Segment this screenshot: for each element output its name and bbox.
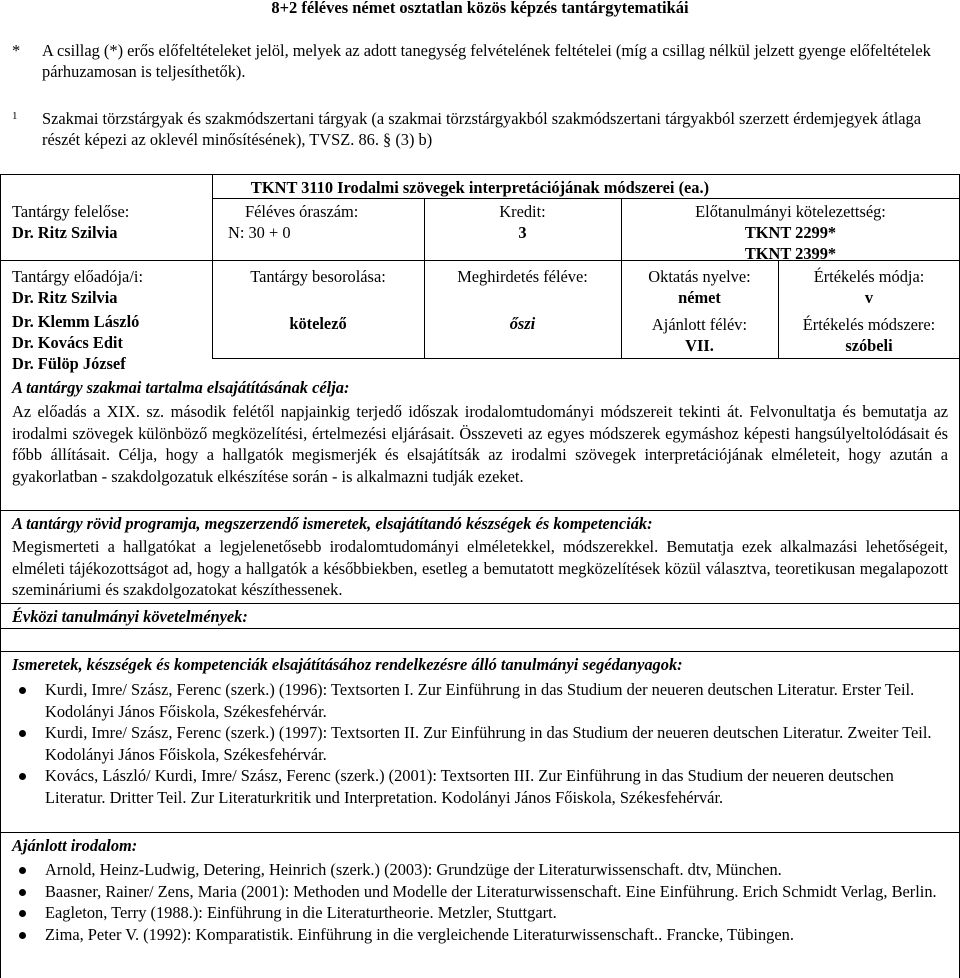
bullet-icon [19, 730, 26, 737]
bullet-icon [19, 773, 26, 780]
list-item [12, 881, 952, 903]
list-item [12, 765, 952, 808]
eval-method-label: Értékelés módszere: [802, 315, 936, 334]
recommended-reading-heading [12, 835, 137, 856]
credit-value: 3 [518, 223, 527, 242]
recommended-reading-heading-text: Ajánlott irodalom: [12, 836, 138, 855]
hours-label: Féléves óraszám: [245, 202, 359, 221]
eval-type-label: Értékelés módja: [813, 267, 925, 286]
goal-text: Az előadás a XIX. sz. második felétől napjainkig terjedő időszak irodalomtudományi módszereit tekinti át. Felvonultatja és bemutatja az irodalmi szövegek különböző megközelítési, értelmezési eljárásait. Összeveti az egyes módszerek egymáshoz képesti hangsúlyeltolódásait és főbb állításait. Célja, hogy a hallgatók megismerjék és elsajátítsák az irodalmi szövegek interpretációjának elméleteit, hogy azután a gyakorlatban - szakdolgozatuk elkészítése során - is alkalmazni tudják ezeket. [12, 402, 948, 486]
classification-label: Tantárgy besorolása: [250, 267, 386, 286]
language-label: Oktatás nyelve: [648, 267, 751, 286]
bullet-icon [19, 687, 26, 694]
requirements-heading: Évközi tanulmányi követelmények: [12, 607, 248, 626]
footnote-mark: * [12, 41, 21, 60]
bullet-icon [19, 889, 26, 896]
prereq-2: TKNT 2399* [744, 244, 837, 263]
lecturer-name: Dr. Fülöp József [12, 354, 126, 373]
lecturer-name: Dr. Kovács Edit [12, 333, 123, 352]
eval-method-value: szóbeli [845, 336, 893, 355]
reference-text: Kurdi, Imre/ Szász, Ferenc (szerk.) (1997): Textsorten II. Zur Einführung in das Studium der neueren deutschen Literatur. Zweiter Teil. Kodolányi János Főiskola, Székesfehérvár. [45, 723, 932, 764]
bullet-icon [19, 867, 26, 874]
divider [0, 628, 960, 629]
language-value: német [678, 288, 721, 307]
goal-heading: A tantárgy szakmai tartalma elsajátításának célja: [12, 378, 350, 397]
eval-type-value: v [864, 288, 874, 307]
divider [0, 510, 960, 511]
reference-text: Arnold, Heinz-Ludwig, Detering, Heinrich (szerk.) (2003): Grundzüge der Literaturwissenschaft. dtv, München. [45, 860, 782, 879]
divider [0, 603, 960, 604]
table-border-left [0, 174, 1, 978]
prereq-1: TKNT 2299* [744, 223, 837, 242]
recommended-list [12, 859, 952, 945]
classification-value: kötelező [289, 314, 347, 333]
document-title: 8+2 féléves német osztatlan közös képzés tantárgytematikái [271, 0, 689, 17]
bullet-icon [19, 910, 26, 917]
semester-label: Meghirdetés féléve: [457, 267, 588, 286]
footnote-mark: 1 [12, 110, 18, 122]
footnote-text: Szakmai törzstárgyak és szakmódszertani tárgyak (a szakmai törzstárgyakból szakmódszertani tárgyakból szerzett érdemjegyek átlaga részét képezi az oklevél minősítésének), TVSZ. 86. § (3) b) [42, 109, 921, 149]
lecturer-name: Dr. Ritz Szilvia [12, 288, 118, 307]
responsible-name: Dr. Ritz Szilvia [12, 223, 118, 242]
table-border-top [0, 174, 960, 175]
course-title: TKNT 3110 Irodalmi szövegek interpretációjának módszerei (ea.) [250, 178, 710, 197]
hours-value: N: 30 + 0 [228, 223, 291, 242]
responsible-label: Tantárgy felelőse: [12, 202, 130, 221]
lecturer-name: Dr. Klemm László [12, 312, 140, 331]
materials-heading: Ismeretek, készségek és kompetenciák elsajátításához rendelkezésre álló tanulmányi segédanyagok: [12, 655, 683, 674]
bullet-icon [19, 932, 26, 939]
reference-text: Eagleton, Terry (1988.): Einführung in die Literaturtheorie. Metzler, Stuttgart. [45, 903, 557, 922]
list-item [12, 859, 952, 881]
prereq-label: Előtanulmányi kötelezettség: [695, 202, 886, 221]
footnote-text: A csillag (*) erős előfeltételeket jelöl, melyek az adott tanegység felvételének feltételei (míg a csillag nélkül jelzett gyenge előfeltételek párhuzamosan is teljesíthetők). [42, 41, 931, 81]
course-table [0, 174, 960, 978]
recommended-semester-value: VII. [685, 336, 714, 355]
footnote-asterisk [12, 40, 950, 82]
list-item [12, 679, 952, 722]
program-heading: A tantárgy rövid programja, megszerzendő ismeretek, elsajátítandó készségek és kompetenciák: [12, 514, 653, 533]
divider [0, 651, 960, 652]
list-item [12, 924, 952, 946]
reference-text: Zima, Peter V. (1992): Komparatistik. Einführung in die vergleichende Literaturwissenschaft.. Francke, Tübingen. [45, 924, 794, 944]
footnote-1 [12, 108, 950, 150]
materials-list [12, 679, 952, 808]
reference-text: Kurdi, Imre/ Szász, Ferenc (szerk.) (1996): Textsorten I. Zur Einführung in das Studium der neueren deutschen Literatur. Erster Teil. Kodolányi János Főiskola, Székesfehérvár. [45, 680, 915, 721]
reference-text: Kovács, László/ Kurdi, Imre/ Szász, Ferenc (szerk.) (2001): Textsorten III. Zur Einführung in das Studium der neueren deutschen Literatur. Dritter Teil. Zur Literaturkritik und Interpretation. Kodolányi János Főiskola, Székesfehérvár. [45, 766, 894, 807]
semester-value: őszi [509, 314, 536, 333]
recommended-semester-label: Ajánlott félév: [651, 315, 748, 334]
reference-text: Baasner, Rainer/ Zens, Maria (2001): Methoden und Modelle der Literaturwissenschaft. Eine Einführung. Erich Schmidt Verlag, Berlin. [45, 881, 937, 901]
lecturers-label: Tantárgy előadója/i: [12, 267, 143, 286]
list-item [12, 902, 952, 924]
divider [0, 832, 960, 833]
divider [212, 358, 960, 359]
program-text: Megismerteti a hallgatókat a legjelenetősebb irodalomtudományi elméletekkel, módszerekkel. Bemutatja ezek alkalmazási lehetőségeit, elméleti tájékozottságot ad, hogy a hallgatók a későbbiekben, esetleg a bemutatott megközelítések közül választva, teoretikusan megalapozott szemináriumi és szakdolgozatokat készíthessenek. [12, 537, 948, 599]
credit-label: Kredit: [499, 202, 546, 221]
divider [212, 198, 960, 199]
list-item [12, 722, 952, 765]
